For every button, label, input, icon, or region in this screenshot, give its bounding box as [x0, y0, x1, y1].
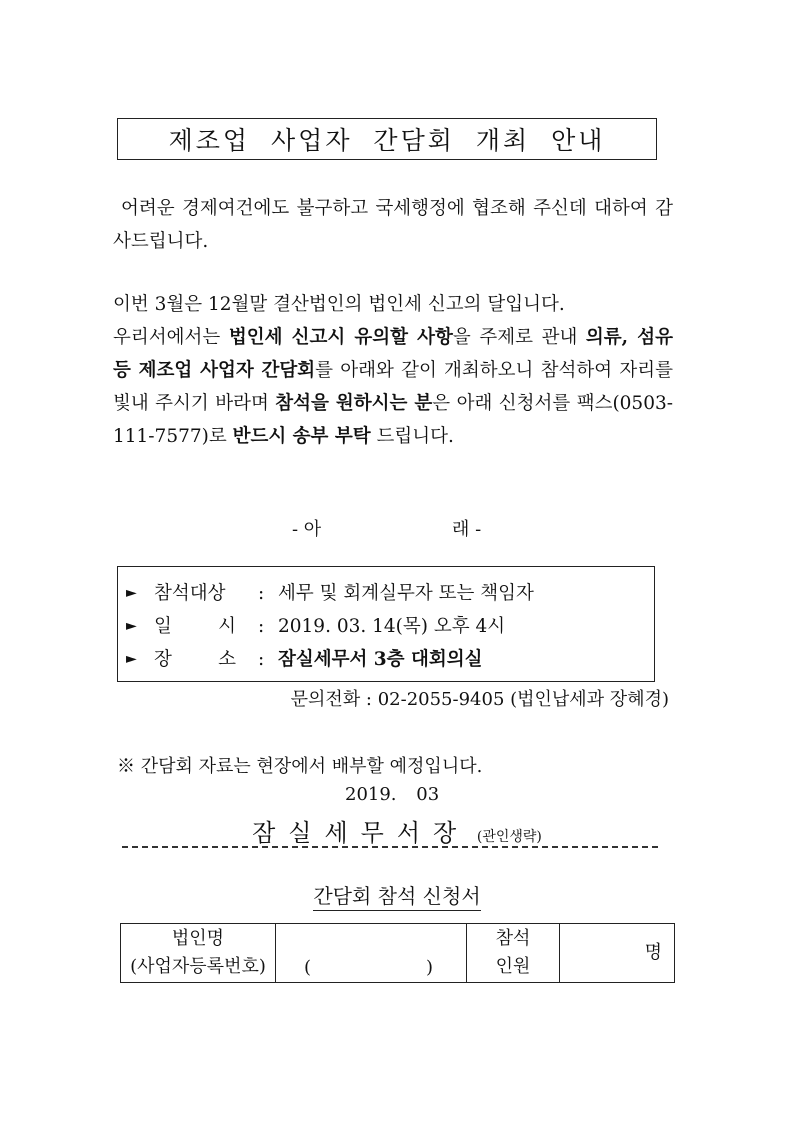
- corp-name-label: 법인명: [171, 928, 225, 949]
- date-label-b: 시: [218, 616, 236, 637]
- bullet-arrow-icon: ►: [126, 618, 137, 634]
- bullet-arrow-icon: ►: [126, 585, 137, 601]
- target-value: 세무 및 회계실무자 또는 책임자: [278, 583, 534, 604]
- notice-heading-left: - 아: [292, 519, 322, 540]
- issue-date: 2019. 03: [345, 784, 440, 805]
- attend-label-1: 참석: [495, 928, 531, 949]
- main-body-text: [113, 321, 673, 453]
- document-title: 제조업 사업자 간담회 개최 안내: [117, 118, 657, 160]
- body-bold-1: 법인세 신고시 유의할 사항: [228, 327, 453, 348]
- attendees-count-cell[interactable]: [560, 924, 675, 983]
- contact-phone: 문의전화 : 02-2055-9405 (법인납세과 장혜경): [290, 689, 669, 710]
- main-line-1: 이번 3월은 12월말 결산법인의 법인세 신고의 달입니다.: [113, 294, 565, 315]
- corp-name-label-cell: [121, 924, 276, 983]
- cut-line: [122, 846, 658, 848]
- body-text-3: 를 아래와 같이 개최하오니 참석하여 자리를 빛내 주시기 바라며: [113, 360, 673, 414]
- main-paragraph: [113, 288, 673, 453]
- info-row-target: [126, 577, 654, 610]
- date-label: [154, 610, 258, 643]
- place-label-a: 장: [154, 649, 172, 670]
- place-label-b: 소: [218, 649, 236, 670]
- bullet-arrow-icon: ►: [126, 651, 137, 667]
- issuer-name: 잠실세무서장: [252, 819, 470, 847]
- form-title-text: 간담회 참석 신청서: [313, 884, 480, 911]
- attendees-label-cell: [467, 924, 560, 983]
- body-text-5: 드립니다.: [370, 426, 454, 447]
- body-bold-4: 반드시 송부 부탁: [232, 426, 371, 447]
- colon: :: [258, 649, 265, 670]
- body-text-1: 우리서에서는: [113, 327, 229, 348]
- colon: :: [258, 583, 265, 604]
- notice-heading-right: 래 -: [452, 519, 482, 540]
- paren-open: (: [304, 957, 312, 978]
- date-label-a: 일: [154, 616, 172, 637]
- body-text-2: 을 주제로 관내: [452, 327, 586, 348]
- intro-paragraph: 어려운 경제여건에도 불구하고 국세행정에 협조해 주신데 대하여 감사드립니다.: [113, 198, 673, 252]
- business-number-label: (사업자등록번호): [130, 956, 266, 977]
- seal-omitted-text: (관인생략): [476, 829, 542, 845]
- corp-name-input-cell[interactable]: [276, 924, 467, 983]
- body-text-4: 은 아래 신청서를 팩스(0503-111-7577)로: [113, 393, 673, 447]
- colon: :: [258, 616, 265, 637]
- place-label: [154, 643, 258, 676]
- body-bold-3: 참석을 원하시는 분: [275, 393, 433, 414]
- materials-note: ※ 간담회 자료는 현장에서 배부할 예정입니다.: [117, 756, 483, 777]
- body-bold-2: 의류, 섬유 등 제조업 사업자 간담회: [113, 327, 674, 381]
- attend-label-2: 인원: [495, 956, 531, 977]
- count-unit: 명: [644, 942, 662, 963]
- place-value: 잠실세무서 3층 대회의실: [278, 649, 483, 670]
- issuer-line: [0, 813, 794, 848]
- paren-close: ): [426, 957, 434, 978]
- target-label: 참석대상: [154, 583, 226, 604]
- info-row-date: [126, 610, 654, 643]
- application-form-table: [120, 923, 675, 983]
- date-value: 2019. 03. 14(목) 오후 4시: [278, 616, 506, 637]
- form-title: [0, 880, 794, 909]
- info-row-place: [126, 643, 654, 676]
- event-info-box: [117, 566, 655, 682]
